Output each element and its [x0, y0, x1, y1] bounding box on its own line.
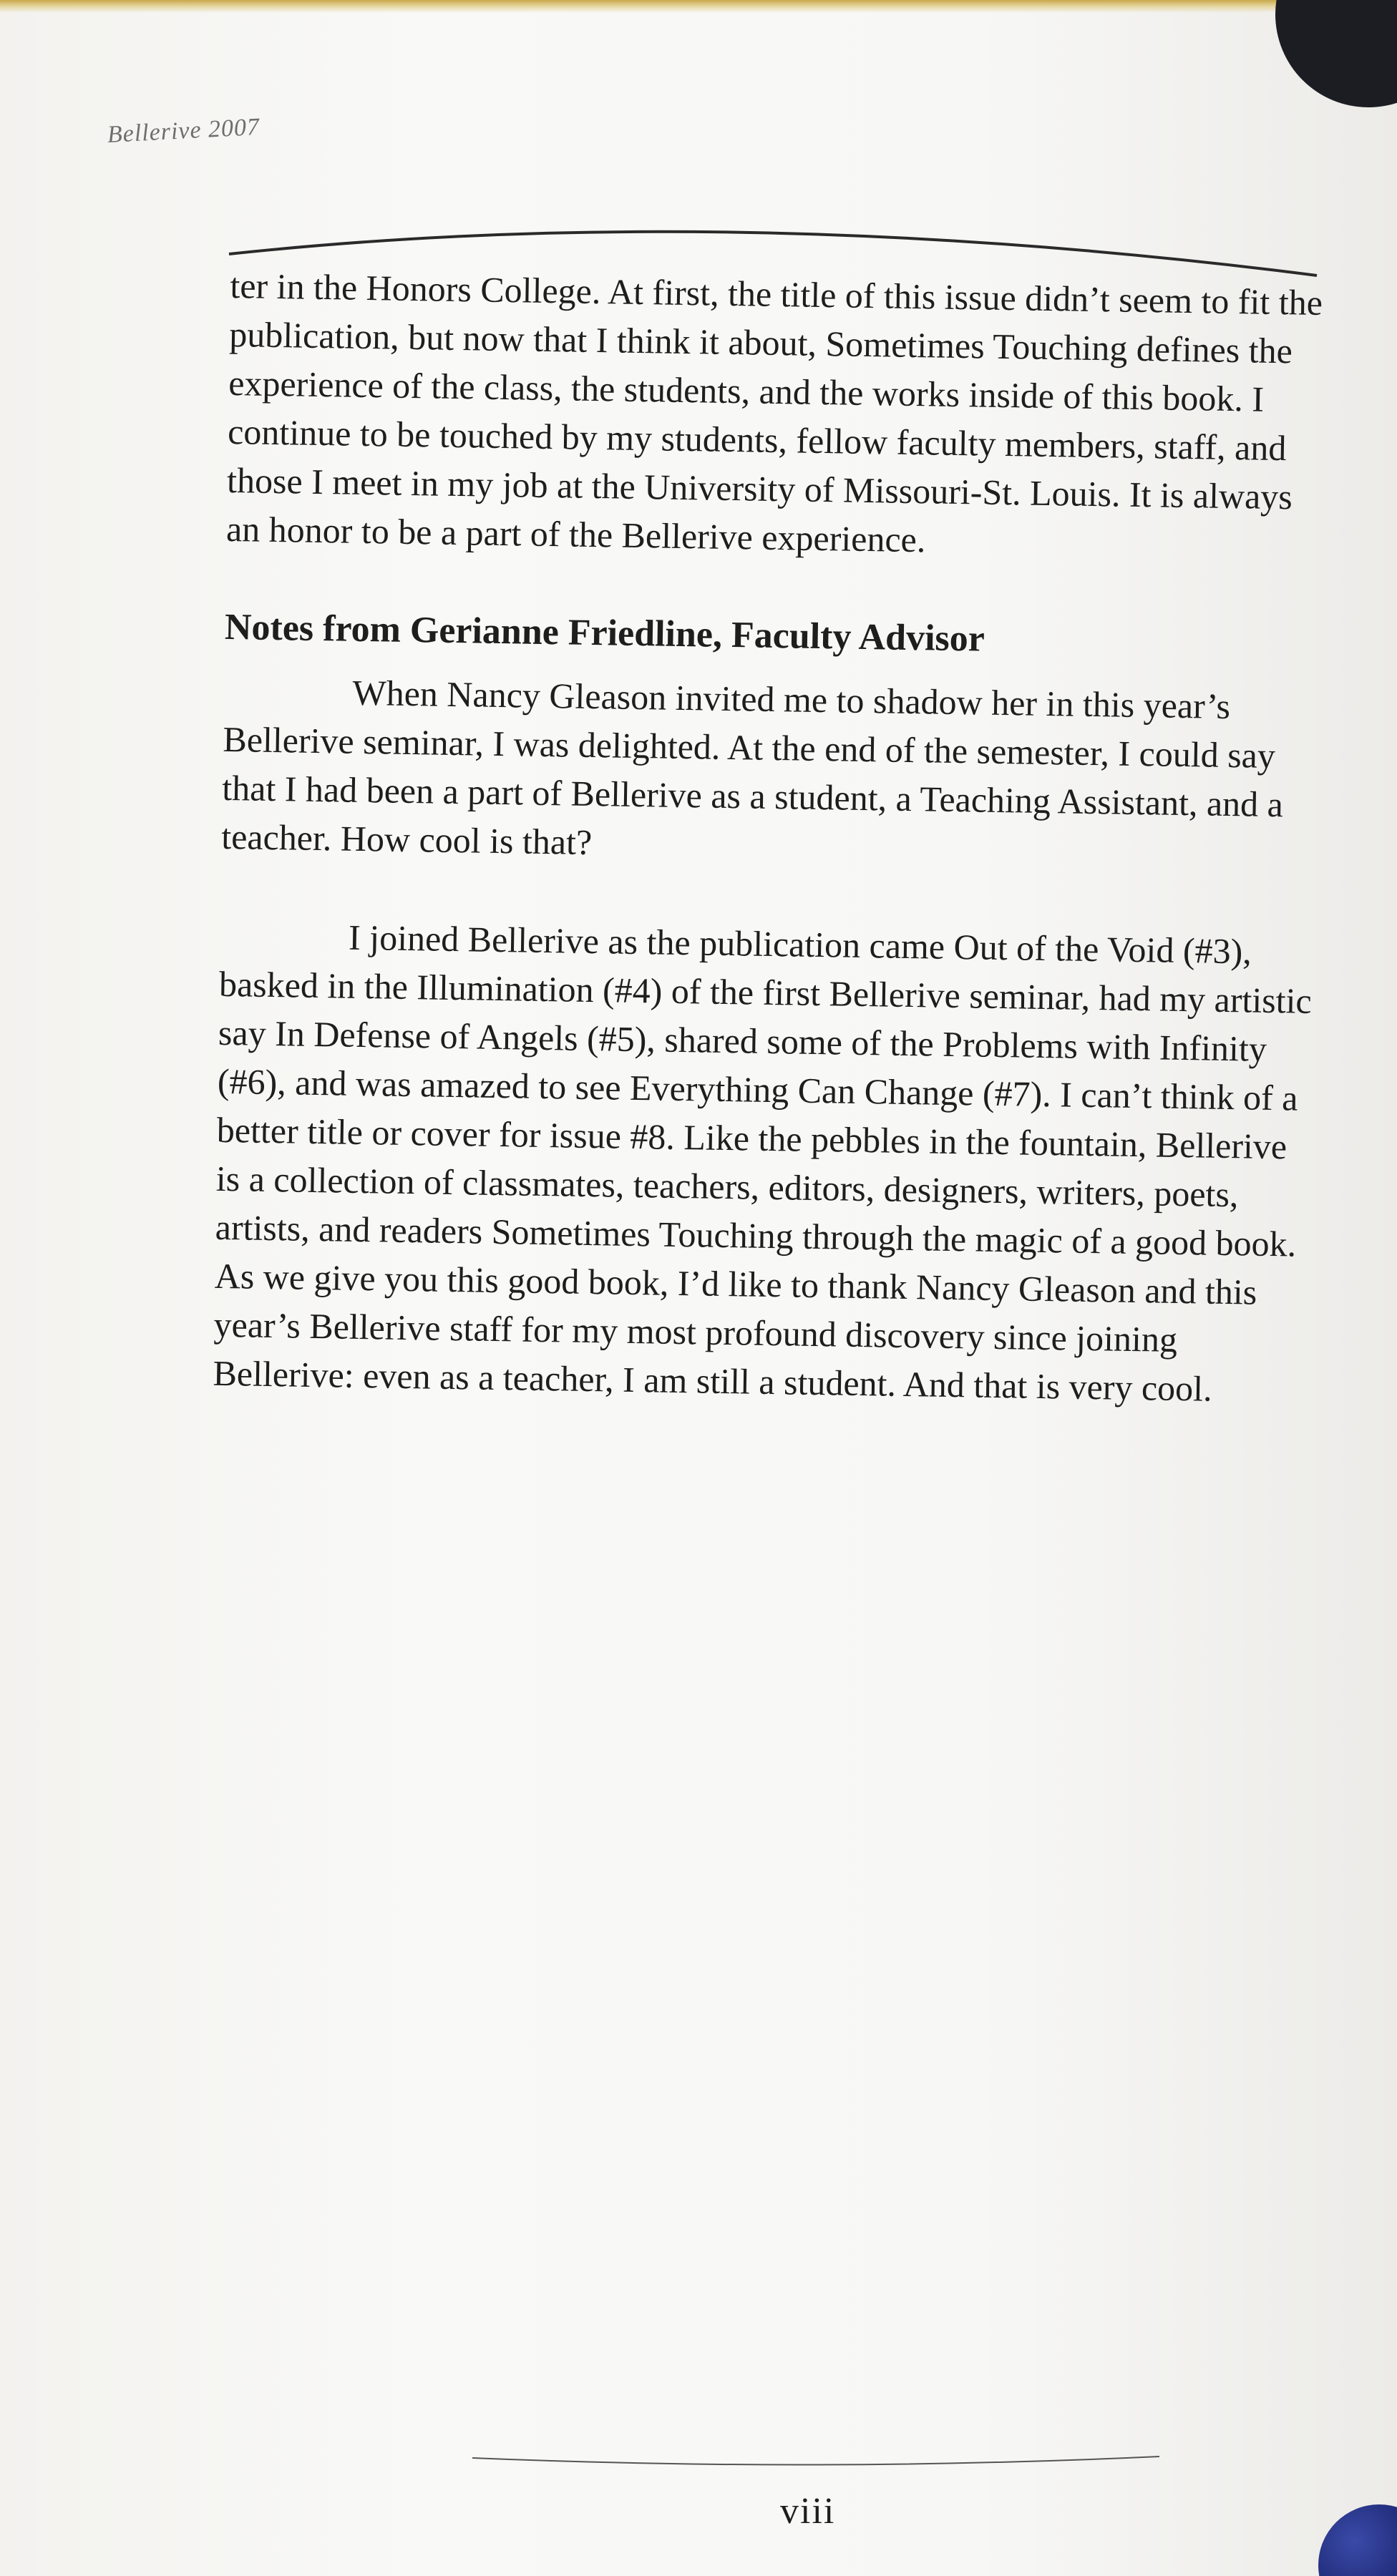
bottom-rule — [472, 2451, 1159, 2472]
body-paragraph-1: When Nancy Gleason invited me to shadow her in this year’s Bellerive seminar, I was delighted. At the end of the semester, I could say that I had been a part of Bellerive as a student, a Teaching Assistant, and a teacher. How cool is that? — [220, 672, 1284, 863]
page-content — [213, 261, 1325, 1415]
running-header: Bellerive 2007 — [107, 113, 261, 148]
intro-paragraph: ter in the Honors College. At first, the title of this issue didn’t seem to fit the publication, but now that I think it about, Sometimes Touching defines the experience of the class, the students, and the works inside of this book. I continue to be touched by my students, fellow faculty members, staff, and those I meet in my job at the University of Missouri-St. Louis. It is always an honor to be a part of the Bellerive experience. — [225, 265, 1323, 560]
section-heading: Notes from Gerianne Friedline, Faculty Advisor — [224, 606, 985, 660]
background-corner-top — [1275, 0, 1397, 107]
page-top-edge — [0, 0, 1397, 13]
body-paragraph-2: I joined Bellerive as the publication came Out of the Void (#3), basked in the Illumination (#4) of the first Bellerive seminar, had my artistic say In Defense of Angels (#5), shared some of the Problems with Infinity (#6), and was amazed to see Everything Can Change (#7). I can’t think of a better title or cover for issue #8. Like the pebbles in the fountain, Bellerive is a collection of classmates, teachers, editors, designers, writers, poets, artists, and readers Sometimes Touching through the magic of a good book. As we give you this good book, I’d like to thank Nancy Gleason and this year’s Bellerive staff for my most profound discovery since joining Bellerive: even as a teacher, I am still a student. And that is very cool. — [213, 917, 1313, 1409]
page-number: viii — [780, 2491, 836, 2532]
background-corner-bottom — [1318, 2504, 1397, 2576]
